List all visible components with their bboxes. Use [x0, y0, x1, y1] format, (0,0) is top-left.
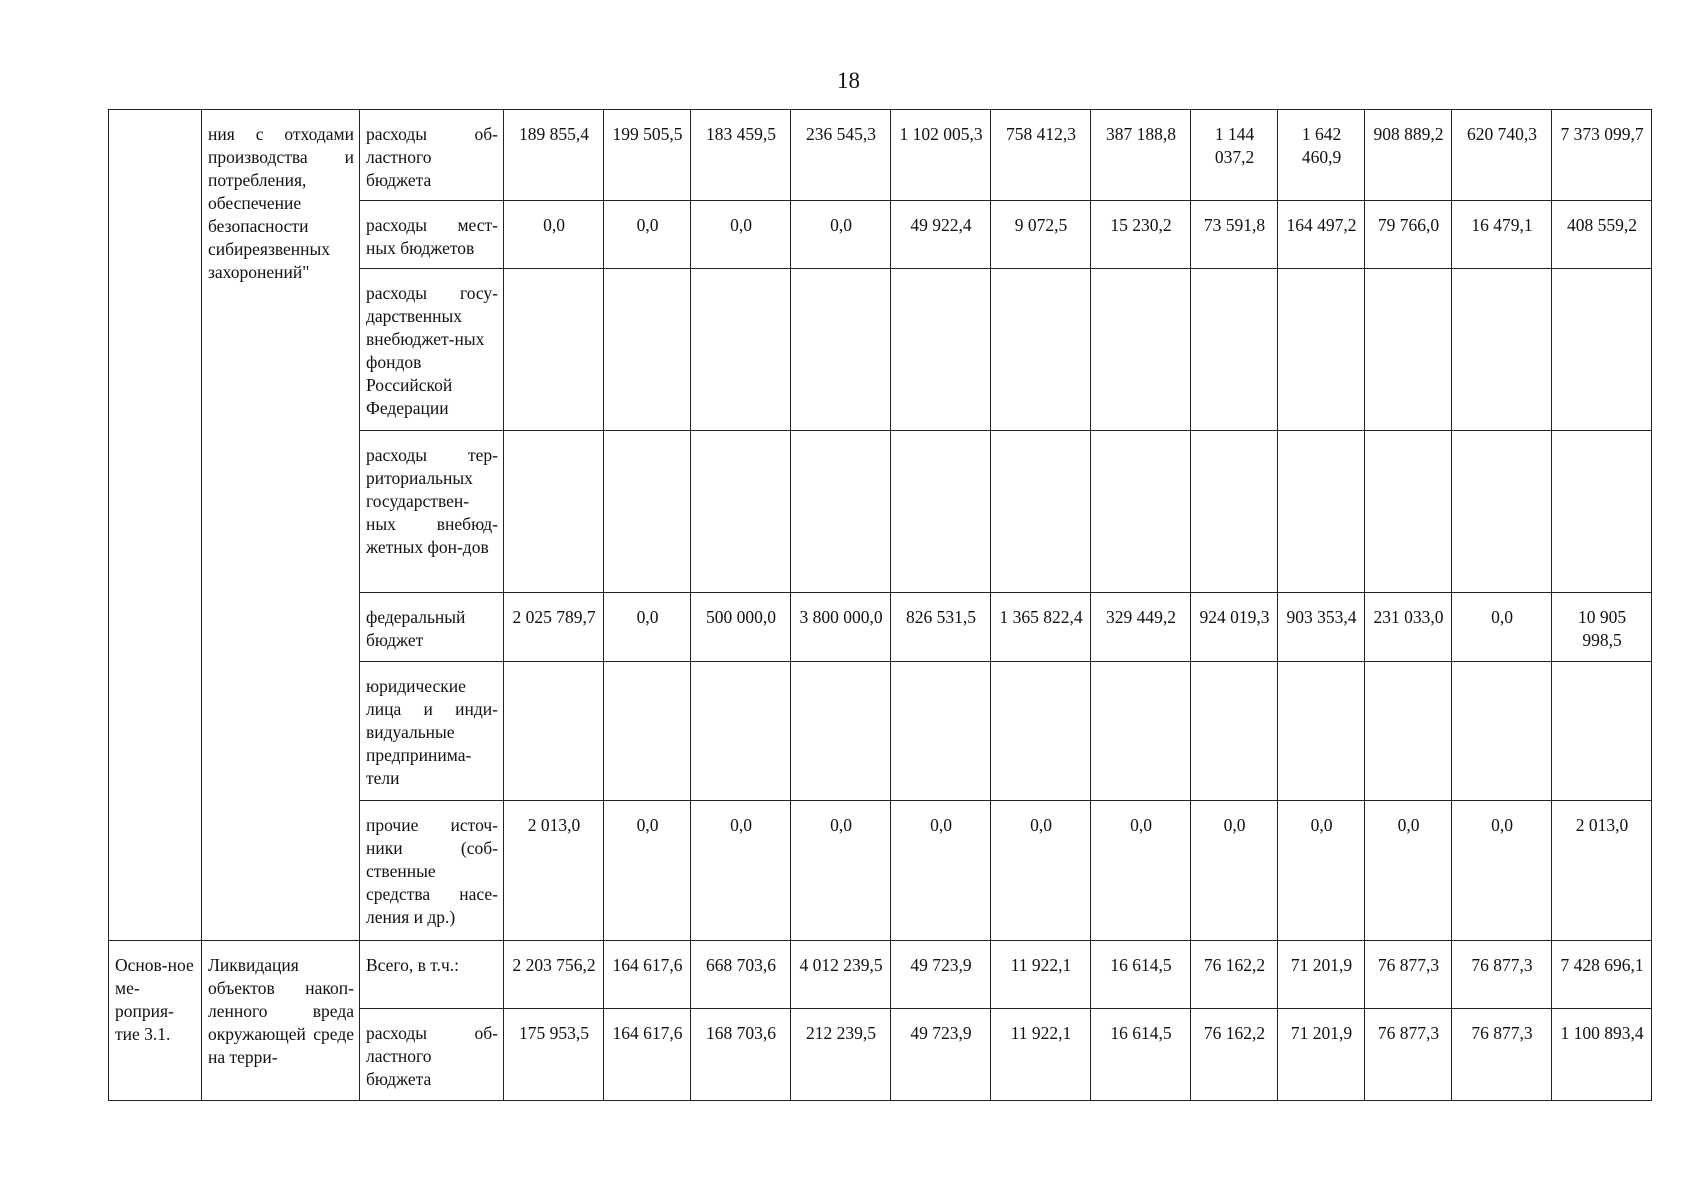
value-cell: 1 100 893,4	[1552, 1009, 1652, 1101]
value-cell: 11 922,1	[991, 1009, 1091, 1101]
table-row	[109, 110, 1652, 201]
value-cell: 0,0	[891, 801, 991, 941]
value-cell: 668 703,6	[691, 941, 791, 1009]
value-cell: 3 800 000,0	[791, 593, 891, 662]
value-cell	[1365, 662, 1452, 801]
value-cell: 2 203 756,2	[504, 941, 604, 1009]
measure-name-text: ния с отходами производства и потребления, обеспечение безопасности сибиреязвенных захоронений"	[208, 124, 354, 282]
value-cell	[691, 662, 791, 801]
value-cell: 0,0	[604, 201, 691, 269]
value-cell: 0,0	[504, 201, 604, 269]
value-cell	[1552, 431, 1652, 593]
value-cell: 236 545,3	[791, 110, 891, 201]
value-cell	[504, 662, 604, 801]
value-cell	[891, 431, 991, 593]
value-cell	[991, 662, 1091, 801]
value-cell	[891, 662, 991, 801]
value-cell: 1 102 005,3	[891, 110, 991, 201]
value-cell	[504, 431, 604, 593]
value-cell	[604, 431, 691, 593]
budget-table	[108, 109, 1652, 1101]
value-cell: 0,0	[604, 593, 691, 662]
value-cell: 1 365 822,4	[991, 593, 1091, 662]
value-cell	[604, 269, 691, 431]
value-cell: 0,0	[1278, 801, 1365, 941]
value-cell: 76 877,3	[1365, 1009, 1452, 1101]
value-cell: 1 642 460,9	[1278, 110, 1365, 201]
value-cell: 924 019,3	[1191, 593, 1278, 662]
funding-source-cell: расходы об-ластного бюджета	[360, 110, 504, 201]
value-cell: 826 531,5	[891, 593, 991, 662]
value-cell: 76 877,3	[1452, 941, 1552, 1009]
value-cell: 76 877,3	[1452, 1009, 1552, 1101]
table-row	[109, 941, 1652, 1009]
value-cell	[604, 662, 691, 801]
value-cell	[791, 662, 891, 801]
value-cell: 49 723,9	[891, 941, 991, 1009]
value-cell: 9 072,5	[991, 201, 1091, 269]
value-cell	[504, 269, 604, 431]
value-cell	[891, 269, 991, 431]
value-cell: 164 617,6	[604, 941, 691, 1009]
value-cell: 164 617,6	[604, 1009, 691, 1101]
page-number: 18	[837, 68, 860, 93]
value-cell: 189 855,4	[504, 110, 604, 201]
measure-name-cell	[202, 110, 360, 941]
value-cell: 0,0	[1191, 801, 1278, 941]
value-cell: 0,0	[1452, 801, 1552, 941]
funding-source-cell: федеральный бюджет	[360, 593, 504, 662]
value-cell: 2 013,0	[1552, 801, 1652, 941]
value-cell: 49 922,4	[891, 201, 991, 269]
value-cell: 79 766,0	[1365, 201, 1452, 269]
value-cell: 2 013,0	[504, 801, 604, 941]
value-cell	[1091, 662, 1191, 801]
value-cell	[1552, 269, 1652, 431]
value-cell: 0,0	[1091, 801, 1191, 941]
value-cell: 500 000,0	[691, 593, 791, 662]
value-cell	[791, 269, 891, 431]
value-cell: 329 449,2	[1091, 593, 1191, 662]
funding-source-cell: расходы госу-дарственных внебюджет-ных фондов Российской Федерации	[360, 269, 504, 431]
measure-type-cell	[109, 110, 202, 941]
value-cell	[1191, 269, 1278, 431]
value-cell: 16 479,1	[1452, 201, 1552, 269]
value-cell: 0,0	[604, 801, 691, 941]
value-cell	[1191, 431, 1278, 593]
value-cell: 903 353,4	[1278, 593, 1365, 662]
value-cell: 0,0	[691, 801, 791, 941]
value-cell: 164 497,2	[1278, 201, 1365, 269]
value-cell	[991, 269, 1091, 431]
funding-source-cell: прочие источ-ники (соб-ственные средства насе-ления и др.)	[360, 801, 504, 941]
value-cell: 0,0	[1452, 593, 1552, 662]
value-cell: 0,0	[791, 201, 891, 269]
funding-source-cell: Всего, в т.ч.:	[360, 941, 504, 1009]
value-cell: 4 012 239,5	[791, 941, 891, 1009]
value-cell: 387 188,8	[1091, 110, 1191, 201]
value-cell	[1452, 431, 1552, 593]
value-cell	[791, 431, 891, 593]
funding-source-cell: расходы об-ластного бюджета	[360, 1009, 504, 1101]
value-cell	[991, 431, 1091, 593]
value-cell	[1552, 662, 1652, 801]
value-cell: 212 239,5	[791, 1009, 891, 1101]
value-cell	[1365, 431, 1452, 593]
value-cell: 73 591,8	[1191, 201, 1278, 269]
value-cell: 908 889,2	[1365, 110, 1452, 201]
value-cell: 231 033,0	[1365, 593, 1452, 662]
value-cell: 76 877,3	[1365, 941, 1452, 1009]
value-cell: 76 162,2	[1191, 941, 1278, 1009]
value-cell: 76 162,2	[1191, 1009, 1278, 1101]
value-cell: 758 412,3	[991, 110, 1091, 201]
measure-name-cell	[202, 941, 360, 1101]
value-cell	[1365, 269, 1452, 431]
value-cell: 16 614,5	[1091, 1009, 1191, 1101]
value-cell: 7 428 696,1	[1552, 941, 1652, 1009]
value-cell: 0,0	[791, 801, 891, 941]
value-cell: 0,0	[1365, 801, 1452, 941]
measure-name-text: Ликвидация объектов накоп-ленного вреда окружающей среде на терри-	[208, 955, 354, 1067]
value-cell	[1278, 662, 1365, 801]
value-cell: 1 144 037,2	[1191, 110, 1278, 201]
value-cell: 10 905 998,5	[1552, 593, 1652, 662]
value-cell: 0,0	[991, 801, 1091, 941]
value-cell: 168 703,6	[691, 1009, 791, 1101]
value-cell: 175 953,5	[504, 1009, 604, 1101]
value-cell: 49 723,9	[891, 1009, 991, 1101]
value-cell: 620 740,3	[1452, 110, 1552, 201]
value-cell	[691, 269, 791, 431]
funding-source-cell: юридические лица и инди-видуальные предпринима-тели	[360, 662, 504, 801]
value-cell	[691, 431, 791, 593]
value-cell	[1452, 269, 1552, 431]
value-cell: 11 922,1	[991, 941, 1091, 1009]
value-cell: 0,0	[691, 201, 791, 269]
funding-source-cell: расходы мест-ных бюджетов	[360, 201, 504, 269]
value-cell: 15 230,2	[1091, 201, 1191, 269]
value-cell	[1191, 662, 1278, 801]
measure-type-cell	[109, 941, 202, 1101]
value-cell: 71 201,9	[1278, 1009, 1365, 1101]
value-cell: 2 025 789,7	[504, 593, 604, 662]
value-cell: 7 373 099,7	[1552, 110, 1652, 201]
value-cell	[1091, 269, 1191, 431]
value-cell	[1278, 431, 1365, 593]
value-cell	[1452, 662, 1552, 801]
value-cell: 71 201,9	[1278, 941, 1365, 1009]
value-cell: 16 614,5	[1091, 941, 1191, 1009]
funding-source-cell: расходы тер-риториальных государствен-ных внебюд-жетных фон-дов	[360, 431, 504, 593]
value-cell: 408 559,2	[1552, 201, 1652, 269]
value-cell: 183 459,5	[691, 110, 791, 201]
value-cell	[1278, 269, 1365, 431]
measure-type-text: Основ-ное ме-роприя-тие 3.1.	[115, 955, 194, 1044]
value-cell: 199 505,5	[604, 110, 691, 201]
value-cell	[1091, 431, 1191, 593]
